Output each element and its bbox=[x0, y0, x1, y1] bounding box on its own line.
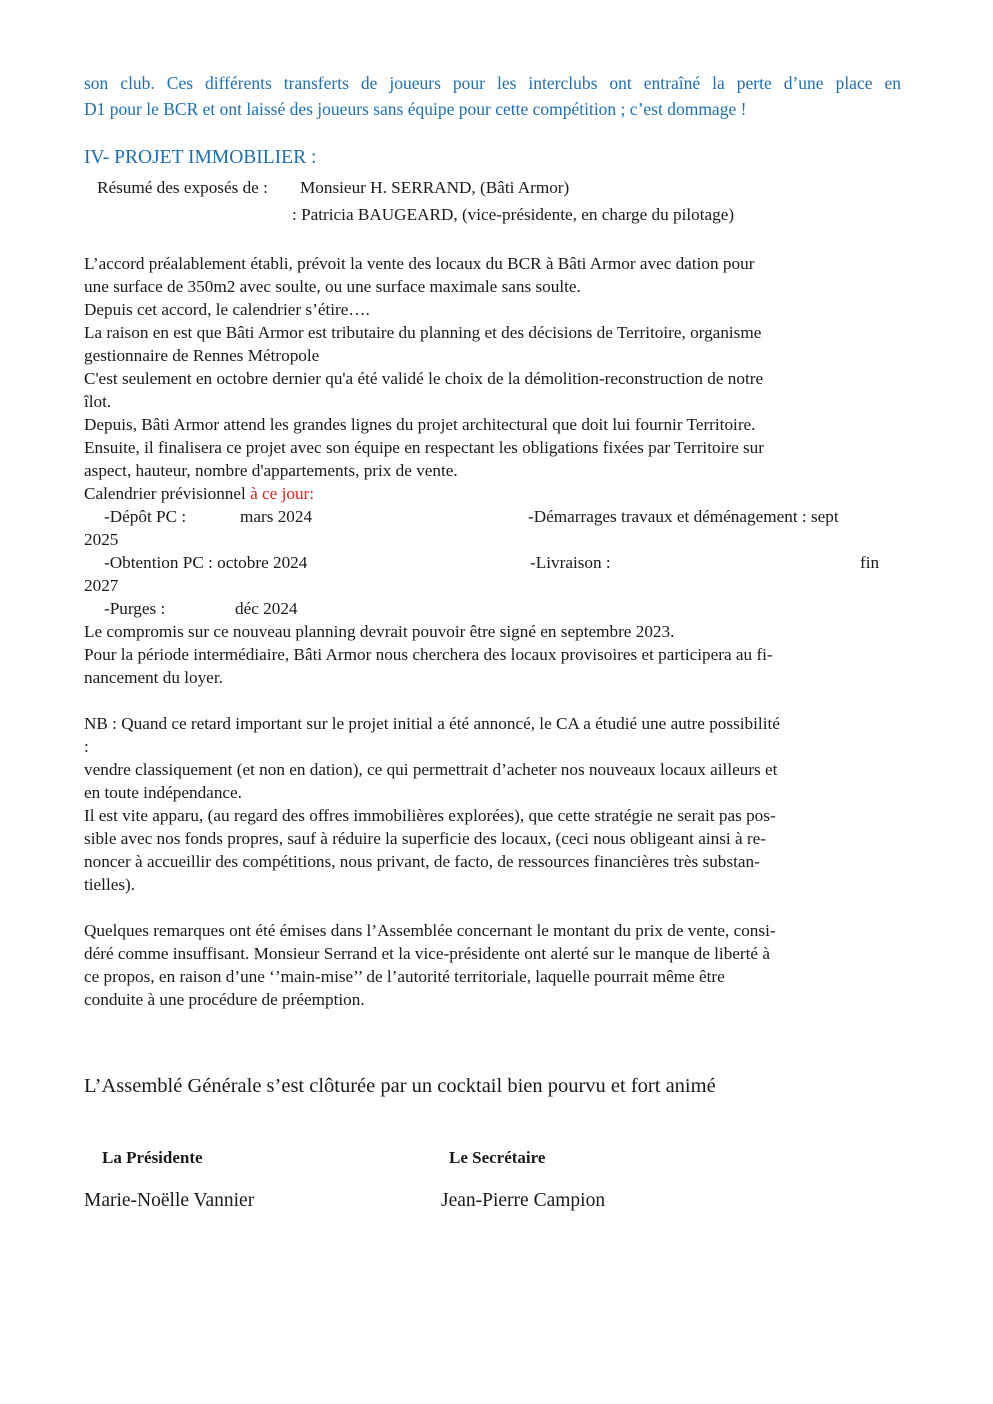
secretary-name: Jean-Pierre Campion bbox=[441, 1190, 606, 1211]
text-line: ce propos, en raison d’une ‘’main-mise’’ de l’autorité territoriale, laquelle pourrait même être bbox=[84, 967, 725, 986]
text-line: aspect, hauteur, nombre d'appartements, prix de vente. bbox=[84, 461, 458, 480]
text-line: Ensuite, il finalisera ce projet avec son équipe en respectant les obligations fixées par Territoire sur bbox=[84, 438, 765, 457]
closing-statement: L’Assemblé Générale s’est clôturée par un cocktail bien pourvu et fort animé bbox=[84, 1075, 716, 1097]
president-label: La Présidente bbox=[102, 1148, 203, 1167]
text-line: conduite à une procédure de préemption. bbox=[84, 990, 365, 1009]
text-line: NB : Quand ce retard important sur le projet initial a été annoncé, le CA a étudié une autre possibilité bbox=[84, 714, 780, 733]
section-heading: IV- PROJET IMMOBILIER : bbox=[84, 147, 317, 168]
schedule-travaux-label: -Démarrages travaux et déménagement : sept bbox=[528, 507, 839, 526]
calendar-label: Calendrier prévisionnel bbox=[84, 484, 246, 503]
text-line: L’accord préalablement établi, prévoit la vente des locaux du BCR à Bâti Armor avec dation pour bbox=[84, 254, 755, 273]
schedule-purges-label: -Purges : bbox=[104, 599, 166, 618]
text-line: vendre classiquement (et non en dation), ce qui permettrait d’acheter nos nouveaux locaux ailleurs et bbox=[84, 760, 778, 779]
schedule-livraison-year: 2027 bbox=[84, 576, 119, 595]
summary-label: Résumé des exposés de : bbox=[97, 178, 268, 197]
text-line: nancement du loyer. bbox=[84, 668, 223, 687]
schedule-obtention-label: -Obtention PC : octobre 2024 bbox=[104, 553, 308, 572]
text-line: Depuis, Bâti Armor attend les grandes lignes du projet architectural que doit lui fournir Territoire. bbox=[84, 415, 756, 434]
paragraph-compromise bbox=[84, 620, 773, 689]
text-line: tielles). bbox=[84, 875, 136, 894]
text-line: une surface de 350m2 avec soulte, ou une surface maximale sans soulte. bbox=[84, 277, 581, 296]
intro-continuation bbox=[84, 70, 901, 122]
text-line: noncer à accueillir des compétitions, nous privant, de facto, de ressources financières très substan- bbox=[84, 852, 760, 871]
calendar-label-red: à ce jour: bbox=[250, 484, 315, 503]
speaker-2: : Patricia BAUGEARD, (vice-présidente, en charge du pilotage) bbox=[292, 205, 735, 224]
paragraph-remarks bbox=[84, 919, 776, 1011]
intro-line: D1 pour le BCR et ont laissé des joueurs sans équipe pour cette compétition ; c’est dommage ! bbox=[84, 99, 747, 119]
intro-line: son club. Ces différents transferts de joueurs pour les interclubs ont entraîné la perte d’une place en bbox=[84, 73, 901, 93]
text-line: : bbox=[84, 737, 89, 756]
text-line: Pour la période intermédiaire, Bâti Armor nous cherchera des locaux provisoires et participera au fi- bbox=[84, 645, 773, 664]
text-line: Depuis cet accord, le calendrier s’étire…. bbox=[84, 300, 370, 319]
schedule-depot-label: -Dépôt PC : bbox=[104, 507, 187, 526]
schedule-depot-date: mars 2024 bbox=[240, 507, 313, 526]
speaker-1: Monsieur H. SERRAND, (Bâti Armor) bbox=[300, 178, 570, 197]
text-line: sible avec nos fonds propres, sauf à réduire la superficie des locaux, (ceci nous obligeant ainsi à re- bbox=[84, 829, 766, 848]
text-line: C'est seulement en octobre dernier qu'a été validé le choix de la démolition-reconstruction de notre bbox=[84, 369, 764, 388]
text-line: La raison en est que Bâti Armor est tributaire du planning et des décisions de Territoire, organisme bbox=[84, 323, 762, 342]
text-line: îlot. bbox=[84, 392, 112, 411]
paragraph-nb bbox=[84, 712, 780, 896]
president-name: Marie-Noëlle Vannier bbox=[84, 1190, 255, 1211]
text-line: Le compromis sur ce nouveau planning devrait pouvoir être signé en septembre 2023. bbox=[84, 622, 675, 641]
schedule-livraison-label: -Livraison : bbox=[530, 553, 611, 572]
text-line: déré comme insuffisant. Monsieur Serrand et la vice-présidente ont alerté sur le manque de liberté à bbox=[84, 944, 770, 963]
text-line: Il est vite apparu, (au regard des offres immobilières explorées), que cette stratégie ne serait pas pos- bbox=[84, 806, 776, 825]
secretary-label: Le Secrétaire bbox=[449, 1148, 546, 1167]
schedule-purges-date: déc 2024 bbox=[235, 599, 298, 618]
text-line: Quelques remarques ont été émises dans l’Assemblée concernant le montant du prix de vente, consi- bbox=[84, 921, 776, 940]
schedule-livraison-date: fin bbox=[860, 553, 880, 572]
calendar-heading bbox=[84, 482, 764, 505]
paragraph-agreement bbox=[84, 252, 764, 505]
schedule-travaux-year: 2025 bbox=[84, 530, 119, 549]
text-line: en toute indépendance. bbox=[84, 783, 242, 802]
text-line: gestionnaire de Rennes Métropole bbox=[84, 346, 320, 365]
